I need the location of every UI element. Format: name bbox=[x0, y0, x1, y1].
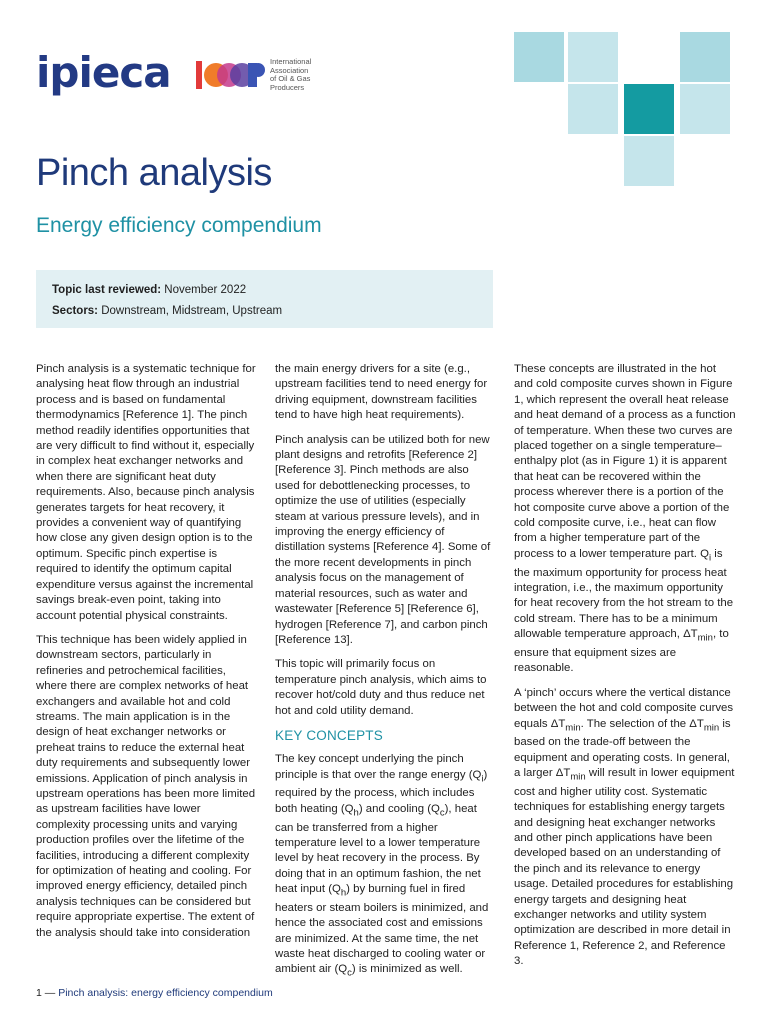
paragraph: Pinch analysis can be utilized both for new plant designs and retrofits [Reference 2] [Reference 3]. Pinch methods are also used for debottlenecking processes, to optimize the use of utilities (especially steam at various pressure levels), and in improving the energy efficiency of distillation systems [Reference 4]. Some of the more recent developments in pinch analysis focus on the management of material resources, such as water and wastewater [Reference 5] [Reference 6], hydrogen [Reference 7], and carbon pinch [Reference 13]. bbox=[275, 433, 491, 646]
iogp-mark-icon bbox=[196, 58, 268, 92]
paragraph: Pinch analysis is a systematic technique for analysing heat flow through an industrial process and is based on fundamental thermodynamics [Reference 1]. The pinch method readily identifies opportunities that are very difficult to find without it, especially in complex heat exchanger networks and when there are significant heat duty requirements. Also, because pinch analysis generates targets for heat recovery, it provides a convenient way of quantifying how close any given design option is to the optimum. Specific pinch expertise is required to identify the optimum capital expenditure versus against the incremental savings break-even point, taking into account potential physical constraints. bbox=[36, 363, 256, 622]
section-heading-key-concepts: KEY CONCEPTS bbox=[275, 727, 383, 743]
decor-square bbox=[624, 136, 674, 186]
text-run: ) by burning fuel in fired heaters or steam boilers is minimized, and hence the associated cost and emissions are minimized. At the same time, the net waste heat discharged to cooling water or ambient air (Q bbox=[275, 883, 489, 976]
paragraph bbox=[514, 686, 736, 970]
subscript: h bbox=[353, 807, 359, 819]
page-footer bbox=[36, 987, 273, 999]
iogp-name-line: of Oil & Gas bbox=[270, 74, 311, 83]
text-run: will result in lower equipment cost and higher utility cost. Systematic techniques for establishing energy targets and designing heat exchanger networks and other pinch applications have been developed based on an understanding of the pinch and its relevance to energy usage. Detailed procedures for establishing energy targets and designing heat exchanger networks and utility system optimization are described in more detail in Reference 1, Reference 2, and Reference 3. bbox=[514, 767, 735, 968]
paragraph bbox=[275, 752, 495, 981]
subscript: h bbox=[340, 887, 347, 899]
paragraph bbox=[514, 362, 736, 677]
subscript: min bbox=[570, 771, 586, 783]
column-3 bbox=[514, 362, 736, 979]
text-run: ) and cooling (Q bbox=[358, 802, 440, 815]
text-run: is based on the trade-off between the equipment and operating costs. In general, a larger ΔT bbox=[514, 717, 731, 779]
decor-square bbox=[624, 84, 674, 134]
subscript: c bbox=[439, 807, 445, 819]
decor-square bbox=[568, 32, 618, 82]
paragraph: This topic will primarily focus on temperature pinch analysis, which aims to recover hot/cold duty and thus reduce net hot and cold utility demand. bbox=[275, 658, 487, 717]
decor-square bbox=[680, 32, 730, 82]
column-2 bbox=[275, 362, 495, 990]
subscript: min bbox=[703, 721, 720, 733]
page-number: 1 — bbox=[36, 987, 56, 999]
ipieca-logo: ipieca bbox=[36, 48, 171, 97]
subscript: i bbox=[709, 552, 712, 564]
subscript: i bbox=[481, 773, 484, 785]
subscript: min bbox=[565, 721, 581, 733]
paragraph: This technique has been widely applied in downstream sectors, particularly in refineries and petrochemical facilities, where there are complex networks of heat exchangers and available hot and cold streams. The main application is in the design of heat exchanger networks or preheat trains to reduce the external heat duty requirements and subsequently lower emissions. Application of pinch analysis in upstream operations has been more limited as upstream facilities have lower complexity processing units and varying production profiles over the lifetime of the facilities, introducing a different complexity for optimization of heating and cooling. For improved energy efficiency, detailed pinch analysis techniques can be considered but require appropriate expertise. The extent of the analysis should take into consideration bbox=[36, 633, 256, 939]
text-run: is the maximum opportunity for process heat integration, i.e., the maximum opportunity for heat recovery from the hot stream to the cold stream. There has to be a minimum allowable temperature approach, ΔT bbox=[514, 547, 734, 641]
sectors-value: Downstream, Midstream, Upstream bbox=[101, 305, 283, 317]
text-run: . The selection of the ΔT bbox=[580, 717, 704, 730]
sectors-label: Sectors: bbox=[52, 305, 99, 317]
page-subtitle: Energy efficiency compendium bbox=[36, 214, 322, 237]
reviewed-label: Topic last reviewed: bbox=[52, 284, 162, 296]
text-run: ) required by the process, which includes both heating (Q bbox=[275, 768, 488, 815]
column-1 bbox=[36, 362, 256, 950]
decor-square bbox=[568, 84, 618, 134]
iogp-name-line: Producers bbox=[270, 82, 305, 92]
iogp-name-line: International bbox=[270, 57, 312, 66]
paragraph: the main energy drivers for a site (e.g., upstream facilities tend to need energy for driving equipment, downstream facilities tend to have high heat requirements). bbox=[275, 363, 488, 422]
iogp-logo bbox=[196, 58, 320, 92]
topic-info-box bbox=[36, 270, 493, 328]
text-run: The key concept underlying the pinch principle is that over the range energy (Q bbox=[275, 753, 482, 781]
subscript: min bbox=[697, 632, 713, 644]
iogp-name-line: Association bbox=[270, 65, 309, 75]
reviewed-value: November 2022 bbox=[164, 284, 247, 296]
text-run: These concepts are illustrated in the hot and cold composite curves shown in Figure 1, which represent the overall heat release and heat demand of a process as a function of temperature. When these two curves are placed together on a single temperature–enthalpy plot (as in Figure 1) it is apparent that heat can be recovered within the process wherever there is a portion of the hot composite curve above a portion of the cold composite curve, i.e., heat can flow from a higher temperature part of the process to a lower temperature part. Q bbox=[514, 363, 736, 560]
footer-title: Pinch analysis: energy efficiency compendium bbox=[58, 987, 273, 999]
text-run: , to ensure that equipment sizes are reasonable. bbox=[514, 628, 729, 675]
subscript: c bbox=[347, 967, 352, 979]
page-title: Pinch analysis bbox=[36, 152, 272, 194]
sectors-line bbox=[52, 301, 477, 322]
decor-square bbox=[680, 84, 730, 134]
text-run: ) is minimized as well. bbox=[351, 963, 463, 976]
reviewed-line bbox=[52, 280, 477, 301]
iogp-name bbox=[270, 58, 311, 92]
decor-square bbox=[514, 32, 564, 82]
text-run: A ‘pinch’ occurs where the vertical distance between the hot and cold composite curves equals ΔT bbox=[514, 686, 734, 730]
text-run: ), heat can be transferred from a higher temperature level to a lower temperature level by heat recovery in the process. By doing that in an optimum fashion, the net heat input (Q bbox=[275, 802, 481, 896]
